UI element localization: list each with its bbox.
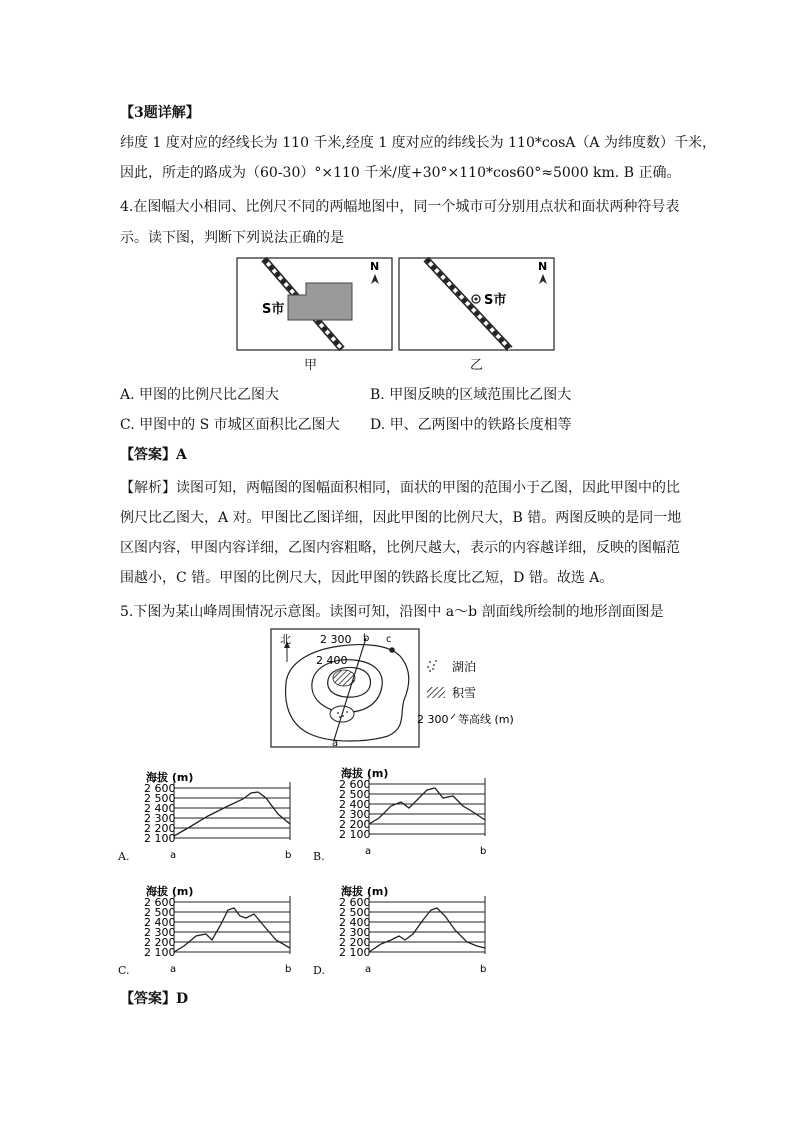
profile-b-curve	[369, 788, 485, 824]
legend-lake-label: 湖泊	[452, 660, 477, 674]
point-b-label: b	[363, 633, 370, 644]
profile-chart-d	[313, 880, 513, 976]
q4-explanation-line4: 围越小，C 错。甲图的比例尺大，因此甲图的铁路长度比乙短，D 错。故选 A。	[120, 570, 614, 586]
point-c-label: c	[386, 634, 392, 645]
profile-a-curve	[174, 792, 290, 836]
q4-option-a: A. 甲图的比例尺比乙图大	[120, 387, 280, 403]
profile-c-tick-label: 2 200	[144, 936, 176, 949]
q5-stem: 5.下图为某山峰周围情况示意图。读图可知，沿图中 a～b 剖面线所绘制的地形剖面图是	[120, 604, 664, 620]
q5-answer: 【答案】D	[120, 991, 189, 1007]
profile-b-ylabel: 海拔 (m)	[341, 767, 389, 780]
q4-explanation-line3: 区图内容，甲图内容详细，乙图内容粗略，比例尺越大，表示的内容越详细，反映的图幅范	[120, 540, 680, 556]
profile-c-curve	[174, 908, 290, 952]
profile-a-tick-label: 2 400	[144, 802, 176, 815]
profile-a-point-a: a	[170, 850, 177, 861]
legend-snow-icon	[427, 687, 445, 698]
profile-chart-a	[118, 766, 318, 862]
q4-map-jia	[236, 257, 396, 352]
profile-d-curve	[369, 908, 485, 952]
profile-c-ylabel: 海拔 (m)	[146, 885, 194, 898]
q4-answer: 【答案】A	[120, 447, 187, 463]
profile-c-point-b: b	[285, 964, 292, 975]
q4-option-c: C. 甲图中的 S 市城区面积比乙图大	[120, 417, 340, 433]
profile-chart-b	[313, 762, 513, 858]
profile-b-tick-label: 2 400	[339, 798, 371, 811]
q4-explanation-line2: 例尺比乙图大，A 对。甲图比乙图详细，因此甲图的比例尺大，B 错。两图反映的是同一地	[120, 510, 682, 526]
q5-contour-map	[270, 628, 525, 750]
profile-d-point-a: a	[365, 964, 372, 975]
profile-d-tick-label: 2 500	[339, 906, 371, 919]
profile-b-tick-label: 2 100	[339, 828, 371, 841]
profile-d-option: D.	[313, 964, 325, 977]
q3-heading: 【3题详解】	[120, 105, 200, 121]
profile-a-option: A.	[118, 850, 130, 863]
profile-a-ylabel: 海拔 (m)	[146, 771, 194, 784]
profile-a-point-b: b	[285, 850, 292, 861]
profile-b-tick-label: 2 300	[339, 808, 371, 821]
profile-b-tick-label: 2 200	[339, 818, 371, 831]
profile-c-tick-label: 2 600	[144, 896, 176, 909]
q4-stem-line1: 4.在图幅大小相同、比例尺不同的两幅地图中，同一个城市可分别用点状和面状两种符号表	[120, 199, 680, 215]
profile-d-point-b: b	[480, 964, 487, 975]
q4-map-yi	[398, 257, 558, 352]
profile-a-tick-label: 2 300	[144, 812, 176, 825]
contour-label-2400: 2 400	[316, 654, 348, 667]
profile-a-tick-label: 2 200	[144, 822, 176, 835]
profile-b-point-a: a	[365, 846, 372, 857]
legend-contour-label: 等高线 (m)	[458, 713, 514, 726]
legend-snow-label: 积雪	[452, 686, 477, 700]
profile-c-tick-label: 2 100	[144, 946, 176, 959]
point-c	[389, 647, 395, 653]
legend-lake-icon	[427, 660, 437, 672]
q3-text-line1: 纬度 1 度对应的经线长为 110 千米,经度 1 度对应的纬线长为 110*cosA（A 为纬度数）千米，	[120, 135, 716, 151]
profile-d-ylabel: 海拔 (m)	[341, 885, 389, 898]
q4-explanation-line1: 【解析】读图可知，两幅图的图幅面积相同，面状的甲图的范围小于乙图，因此甲图中的比	[120, 480, 680, 496]
profile-d-tick-label: 2 100	[339, 946, 371, 959]
contour-label-2300: 2 300	[320, 633, 352, 646]
q4-yi-north-label: N	[538, 260, 548, 273]
profile-b-tick-label: 2 600	[339, 778, 371, 791]
north-label: 北	[280, 633, 291, 646]
profile-d-tick-label: 2 300	[339, 926, 371, 939]
q4-yi-caption: 乙	[470, 358, 484, 373]
q4-jia-north-label: N	[370, 260, 380, 273]
profile-d-tick-label: 2 400	[339, 916, 371, 929]
profile-c-tick-label: 2 400	[144, 916, 176, 929]
profile-a-tick-label: 2 600	[144, 782, 176, 795]
profile-b-point-b: b	[480, 846, 487, 857]
profile-a-tick-label: 2 100	[144, 832, 176, 845]
point-a-label: a	[332, 738, 339, 749]
profile-b-tick-label: 2 500	[339, 788, 371, 801]
q4-option-b: B. 甲图反映的区域范围比乙图大	[370, 387, 572, 403]
legend-contour-number: 2 300	[417, 713, 449, 726]
profile-c-tick-label: 2 500	[144, 906, 176, 919]
profile-d-tick-label: 2 600	[339, 896, 371, 909]
q4-option-d: D. 甲、乙两图中的铁路长度相等	[370, 417, 572, 433]
q4-yi-city-label: S市	[484, 293, 507, 308]
profile-c-option: C.	[118, 964, 130, 977]
q4-stem-line2: 示。读下图，判断下列说法正确的是	[120, 230, 344, 246]
profile-chart-c	[118, 880, 318, 976]
profile-c-tick-label: 2 300	[144, 926, 176, 939]
profile-b-option: B.	[313, 850, 325, 863]
q3-text-line2: 因此，所走的路成为（60-30）°×110 千米/度+30°×110*cos60°≈5000 km. B 正确。	[120, 165, 681, 181]
q4-jia-caption: 甲	[304, 358, 318, 373]
q4-jia-city-label: S市	[262, 302, 285, 317]
profile-d-tick-label: 2 200	[339, 936, 371, 949]
profile-c-point-a: a	[170, 964, 177, 975]
profile-a-tick-label: 2 500	[144, 792, 176, 805]
